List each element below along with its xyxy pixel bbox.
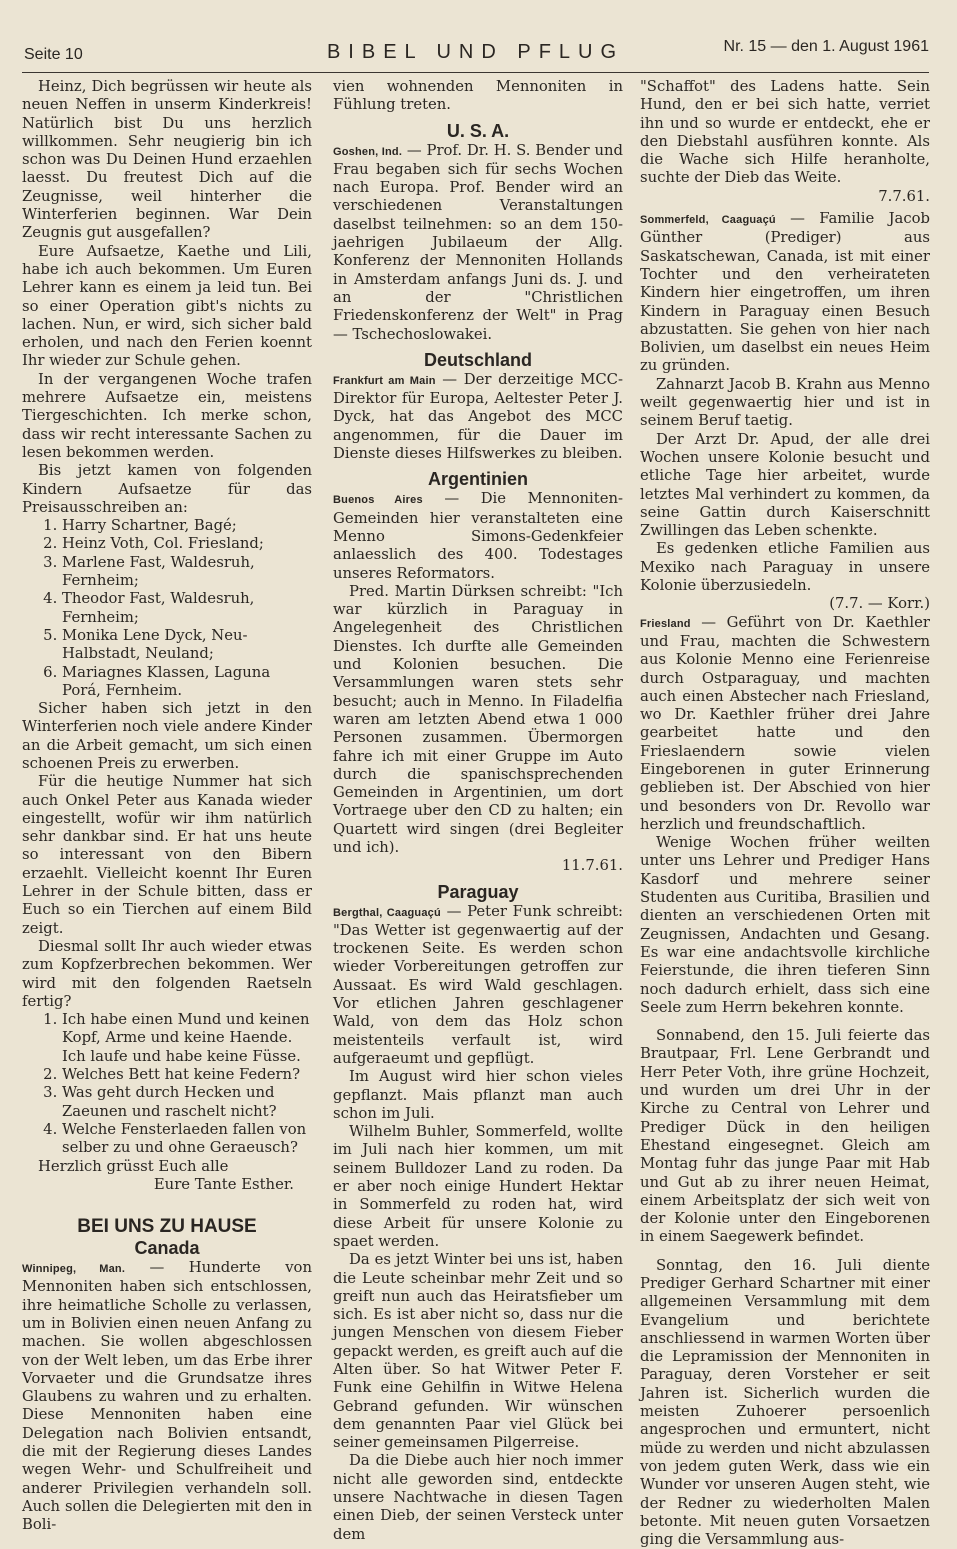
paragraph: Wilhelm Buhler, Sommerfeld, wollte im Juli nach hier kommen, um mit seinem Bulldozer Land zu roden. Da er aber noch einige Hundert Hektar in Sommerfeld zu roden hat, wird diese Arbeit für unsere Kolonie zu spaet werden. [333,1123,623,1250]
paragraph: Wenige Wochen früher weilten unter uns Lehrer und Prediger Hans Kasdorf und mehrere seiner Studenten aus Curitiba, Brasilien und dienten an verschiedenen Orten mit Zeugnissen, Andachten und Gesang. Es war eine andachtsvolle kirchliche Feierstunde, die ihren tieferen Sinn noch dadurch erhielt, dass sich eine Seele zum Herrn bekehren konnte. [640,834,930,1016]
list-item: 4. Welche Fensterlaeden fallen von selber zu und ohne Geraeusch? [62,1121,312,1158]
news-text: — Der derzeitige MCC-Direktor für Europa, Aeltester Peter J. Dyck, hat das Angebot des MCC angenommen, für die Dauer im Dienste dieses Hilfswerkes zu bleiben. [333,370,624,463]
news-item [22,1259,312,1534]
list-item: 6. Mariagnes Klassen, Laguna Porá, Fernheim. [62,664,312,701]
dateline-date: 7.7.61. [878,187,930,205]
news-text: — Prof. Dr. H. S. Bender und Frau begaben sich für sechs Wochen nach Europa. Prof. Bender wird an verschiedenen Veranstaltungen daselbst teilnehmen: so an dem 150-jaehrigen Jubilaeum der Allg. Konferenz der Mennoniten Hollands in Amsterdam anfangs Juni ds. J. und an der "Christlichen Friedenskonferenz der Welt" in Prag — Tschechoslowakei. [333,141,623,343]
paragraph: Bis jetzt kamen von folgenden Kindern Aufsaetze für das Preisausschreiben an: [22,462,312,516]
column-2 [333,78,624,1543]
signature: Eure Tante Esther. [153,1175,294,1193]
dateline: Buenos Aires [333,494,423,507]
paragraph: Für die heutige Nummer hat sich auch Onkel Peter aus Kanada wieder eingestellt, wofür wir ihm natürlich sehr dankbar sind. Er hat uns heute so interessant von den Bibern erzaehlt. Vielleicht koennt Ihr Euren Lehrer in der Schule bitten, dass er Euch so ein Tierchen auf einem Bild zeigt. [22,773,312,937]
news-item [640,614,930,835]
news-text: — Hunderte von Mennoniten haben sich entschlossen, ihre heimatliche Scholle zu verlassen, um in Bolivien einen neuen Anfang zu machen. Sie wollen abgeschlossen von der Welt leben, um das Erbe ihrer Vorvaeter und die Grundsatze ihres Glaubens zu wahren und zu erhalten. Diese Mennoniten haben eine Delegation nach Bolivien entsandt, die mit der Regierung dieses Landes wegen Wehr- und Schulfreiheit und anderer Privilegien verhandeln soll. Auch sollen die Delegierten mit den in Boli- [22,1259,312,1534]
country-heading: Deutschland [423,349,533,370]
country-heading: U. S. A. [446,120,510,141]
paper-title: BIBEL UND PFLUG [326,41,625,63]
paragraph: Sonntag, den 16. Juli diente Prediger Gerhard Schartner mit einer allgemeinen Versammlung mit dem Evangelium und berichtete anschliessend in warmen Worten über die Lepramission der Mennoniten in Paraguay, deren Vorsteher er seit Jahren ist. Sicherlich wurden die meisten Zuhoerer persoenlich angesprochen und ermuntert, nicht müde zu werden und nicht abzulassen von jedem guten Werk, dass wie ein Wunder vor unseren Augen steht, wie der Redner zu wiederholten Malen betonte. Mit neuen guten Vorsaetzen ging die Versammlung aus- [640,1256,930,1549]
paragraph: Sonnabend, den 15. Juli feierte das Brautpaar, Frl. Lene Gerbrandt und Herr Peter Voth, ihre grüne Hochzeit, und wurden um drei Uhr in der Kirche zu Central von Lehrer und Prediger Dück in den heiligen Ehestand eingesegnet. Gleich am Montag fuhr das junge Paar mit Hab und Gut ab zu ihrer neuen Heimat, einem Arbeitsplatz der sich weit von der Kolonie unter den Eingeborenen in einem Saegewerk befindet. [640,1027,930,1246]
list-item: 3. Was geht durch Hecken und Zaeunen und raschelt nicht? [62,1084,312,1121]
country-heading: Argentinien [427,469,528,490]
paragraph: In der vergangenen Woche trafen mehrere Aufsaetze ein, meistens Tiergeschichten. Ich merke schon, dass wir recht interessante Sachen zu lesen bekommen werden. [22,370,312,461]
dateline: Sommerfeld, Caaguaçú [640,214,776,227]
dateline: Winnipeg, Man. [22,1263,126,1276]
paragraph: "Schaffot" des Ladens hatte. Sein Hund, den er bei sich hatte, verriet ihn und so wurde er entdeckt, ehe er den Diebstahl ausführen konnte. Als die Wache sich Hilfe heranholte, suchte der Dieb das Weite. [640,78,930,187]
news-text: — Familie Jacob Günther (Prediger) aus Saskatschewan, Canada, ist mit einer Tochter und den verheirateten Kindern hier eingetroffen, um ihren Kindern in Paraguay einen Besuch abzustatten. Sie gehen von hier nach Bolivien, um daselbst ein neues Heim zu gründen. [640,210,930,375]
paragraph: Diesmal sollt Ihr auch wieder etwas zum Kopfzerbrechen bekommen. Wer wird mit den folgenden Raetseln fertig? [22,937,312,1010]
page-number: Seite 10 [24,46,83,63]
page-header [22,38,929,73]
news-item [333,490,623,582]
paragraph: Da die Diebe auch hier noch immer nicht alle geworden sind, entdeckte unsere Nachtwache in diesen Tagen einen Dieb, der seinen Versteck unter dem [333,1452,623,1543]
news-text: — Peter Funk schreibt: "Das Wetter ist gegenwaertig auf der trockenen Seite. Es werden schon wieder Vorbereitungen getroffen zur Aussaat. Es wird Wald geschlagen. Vor etlichen Jahren geschlagener Wald, von dem das Holz schon meistenteils verfault ist, wird aufgeraeumt und gepflügt. [333,902,623,1067]
dateline: Goshen, Ind. [333,145,403,158]
dateline: Friesland [640,617,691,630]
paragraph: Eure Aufsaetze, Kaethe und Lili, habe ich auch bekommen. Um Euren Lehrer kann es einem ja leid tun. Bei so einer Operation gibt's nichts zu lachen. Nun, er wird, sich sicher bald erholen, und nach den Ferien koennt Ihr wieder zur Schule gehen. [22,242,312,370]
section-title: BEI UNS ZU HAUSE [77,1216,257,1238]
paragraph: Der Arzt Dr. Apud, der alle drei Wochen unsere Kolonie besucht und etliche Tage hier arbeitet, wurde letztes Mal verhindert zu kommen, da seine Gattin durch Kaiserschnitt Zwillingen das Leben schenkte. [640,430,930,540]
paragraph: Pred. Martin Dürksen schreibt: "Ich war kürzlich in Paraguay in Angelegenheit des Christlichen Dienstes. Ich durfte alle Gemeinden und Kolonien besuchen. Die Versammlungen waren stets sehr besucht; auch in Menno. In Filadelfia waren am letzten Abend etwa 1 000 Personen zusammen. Übermorgen fahre ich mit einer Gruppe im Auto durch die spanischsprechenden Gemeinden in Argentinien, um dort Vortraege uber den CD zu halten; ein Quartett wird singen (drei Begleiter und ich). [333,582,623,856]
news-item [333,371,623,463]
news-item [333,142,623,344]
list-item: 3. Marlene Fast, Waldesruh, Fernheim; [62,554,312,591]
paragraph: Sicher haben sich jetzt in den Winterferien noch viele andere Kinder an die Arbeit gemacht, um sich einen schoenen Preis zu erwerben. [22,700,312,772]
list-item: 2. Welches Bett hat keine Federn? [62,1066,312,1084]
riddle-list [22,1011,312,1157]
column-1 [22,78,312,1534]
paragraph: Heinz, Dich begrüssen wir heute als neuen Neffen in unserm Kinderkreis! Natürlich bist Du uns herzlich willkommen. Sehr neugierig bin ich schon was Du Deinen Hund erzaehlen laesst. Du freutest Dich auf die Zeugnisse, weil hinterher die Winterferien beginnen. War Dein Zeugnis gut ausgefallen? [22,78,312,242]
paragraph: Da es jetzt Winter bei uns ist, haben die Leute scheinbar mehr Zeit und so greift nun auch das Heiratsfieber um sich. Es ist aber nicht so, dass nur die jungen Menschen von diesem Fieber gepackt werden, es greift auch auf die Alten über. So hat Witwer Peter F. Funk eine Gehilfin in Witwe Helena Gebrand gefunden. Wir wünschen dem genannten Paar viel Glück bei seiner gemeinsamen Pilgerreise. [333,1251,623,1452]
dateline: Bergthal, Caaguaçú [333,906,441,919]
news-item [640,210,930,376]
news-text: — Die Mennoniten-Gemeinden hier veranstalteten eine Menno Simons-Gedenkfeier anlaesslich des 400. Todestages unseres Reformators. [333,490,623,582]
paragraph: vien wohnenden Mennoniten in Fühlung treten. [333,78,623,114]
list-item: 1. Ich habe einen Mund und keinen Kopf, Arme und keine Haende. Ich laufe und habe keine Füsse. [62,1011,312,1066]
country-heading: Canada [134,1238,200,1259]
dateline-date: 11.7.61. [561,857,623,875]
news-text: — Geführt von Dr. Kaethler und Frau, machten die Schwestern aus Kolonie Menno eine Ferienreise durch Ostparaguay, und machten auch einen Abstecher nach Friesland, wo Dr. Kaethler früher drei Jahre gearbeitet hatte und den Frieslaendern sowie vielen Eingeborenen in guter Erinnerung geblieben ist. Der Abschied von hier und besonders von Dr. Revollo war herzlich und freundschaftlich. [640,613,930,833]
list-item: 4. Theodor Fast, Waldesruh, Fernheim; [62,590,312,627]
greeting: Herzlich grüsst Euch alle [38,1157,229,1175]
column-3 [640,78,930,1549]
dateline-date: (7.7. — Korr.) [829,595,930,613]
list-item: 5. Monika Lene Dyck, Neu-Halbstadt, Neuland; [62,627,312,664]
news-item [333,903,623,1069]
paragraph: Es gedenken etliche Familien aus Mexiko nach Paraguay in unsere Kolonie überzusiedeln. [640,540,930,595]
contestant-list [22,517,312,700]
paragraph: Im August wird hier schon vieles gepflanzt. Mais pflanzt man auch schon im Juli. [333,1068,623,1122]
paragraph: Zahnarzt Jacob B. Krahn aus Menno weilt gegenwaertig hier und ist in seinem Beruf taetig. [640,375,930,430]
dateline: Frankfurt am Main [333,374,436,387]
list-item: 2. Heinz Voth, Col. Friesland; [62,535,312,553]
issue-date: Nr. 15 — den 1. August 1961 [723,38,929,55]
country-heading: Paraguay [437,881,519,902]
list-item: 1. Harry Schartner, Bagé; [62,517,312,535]
